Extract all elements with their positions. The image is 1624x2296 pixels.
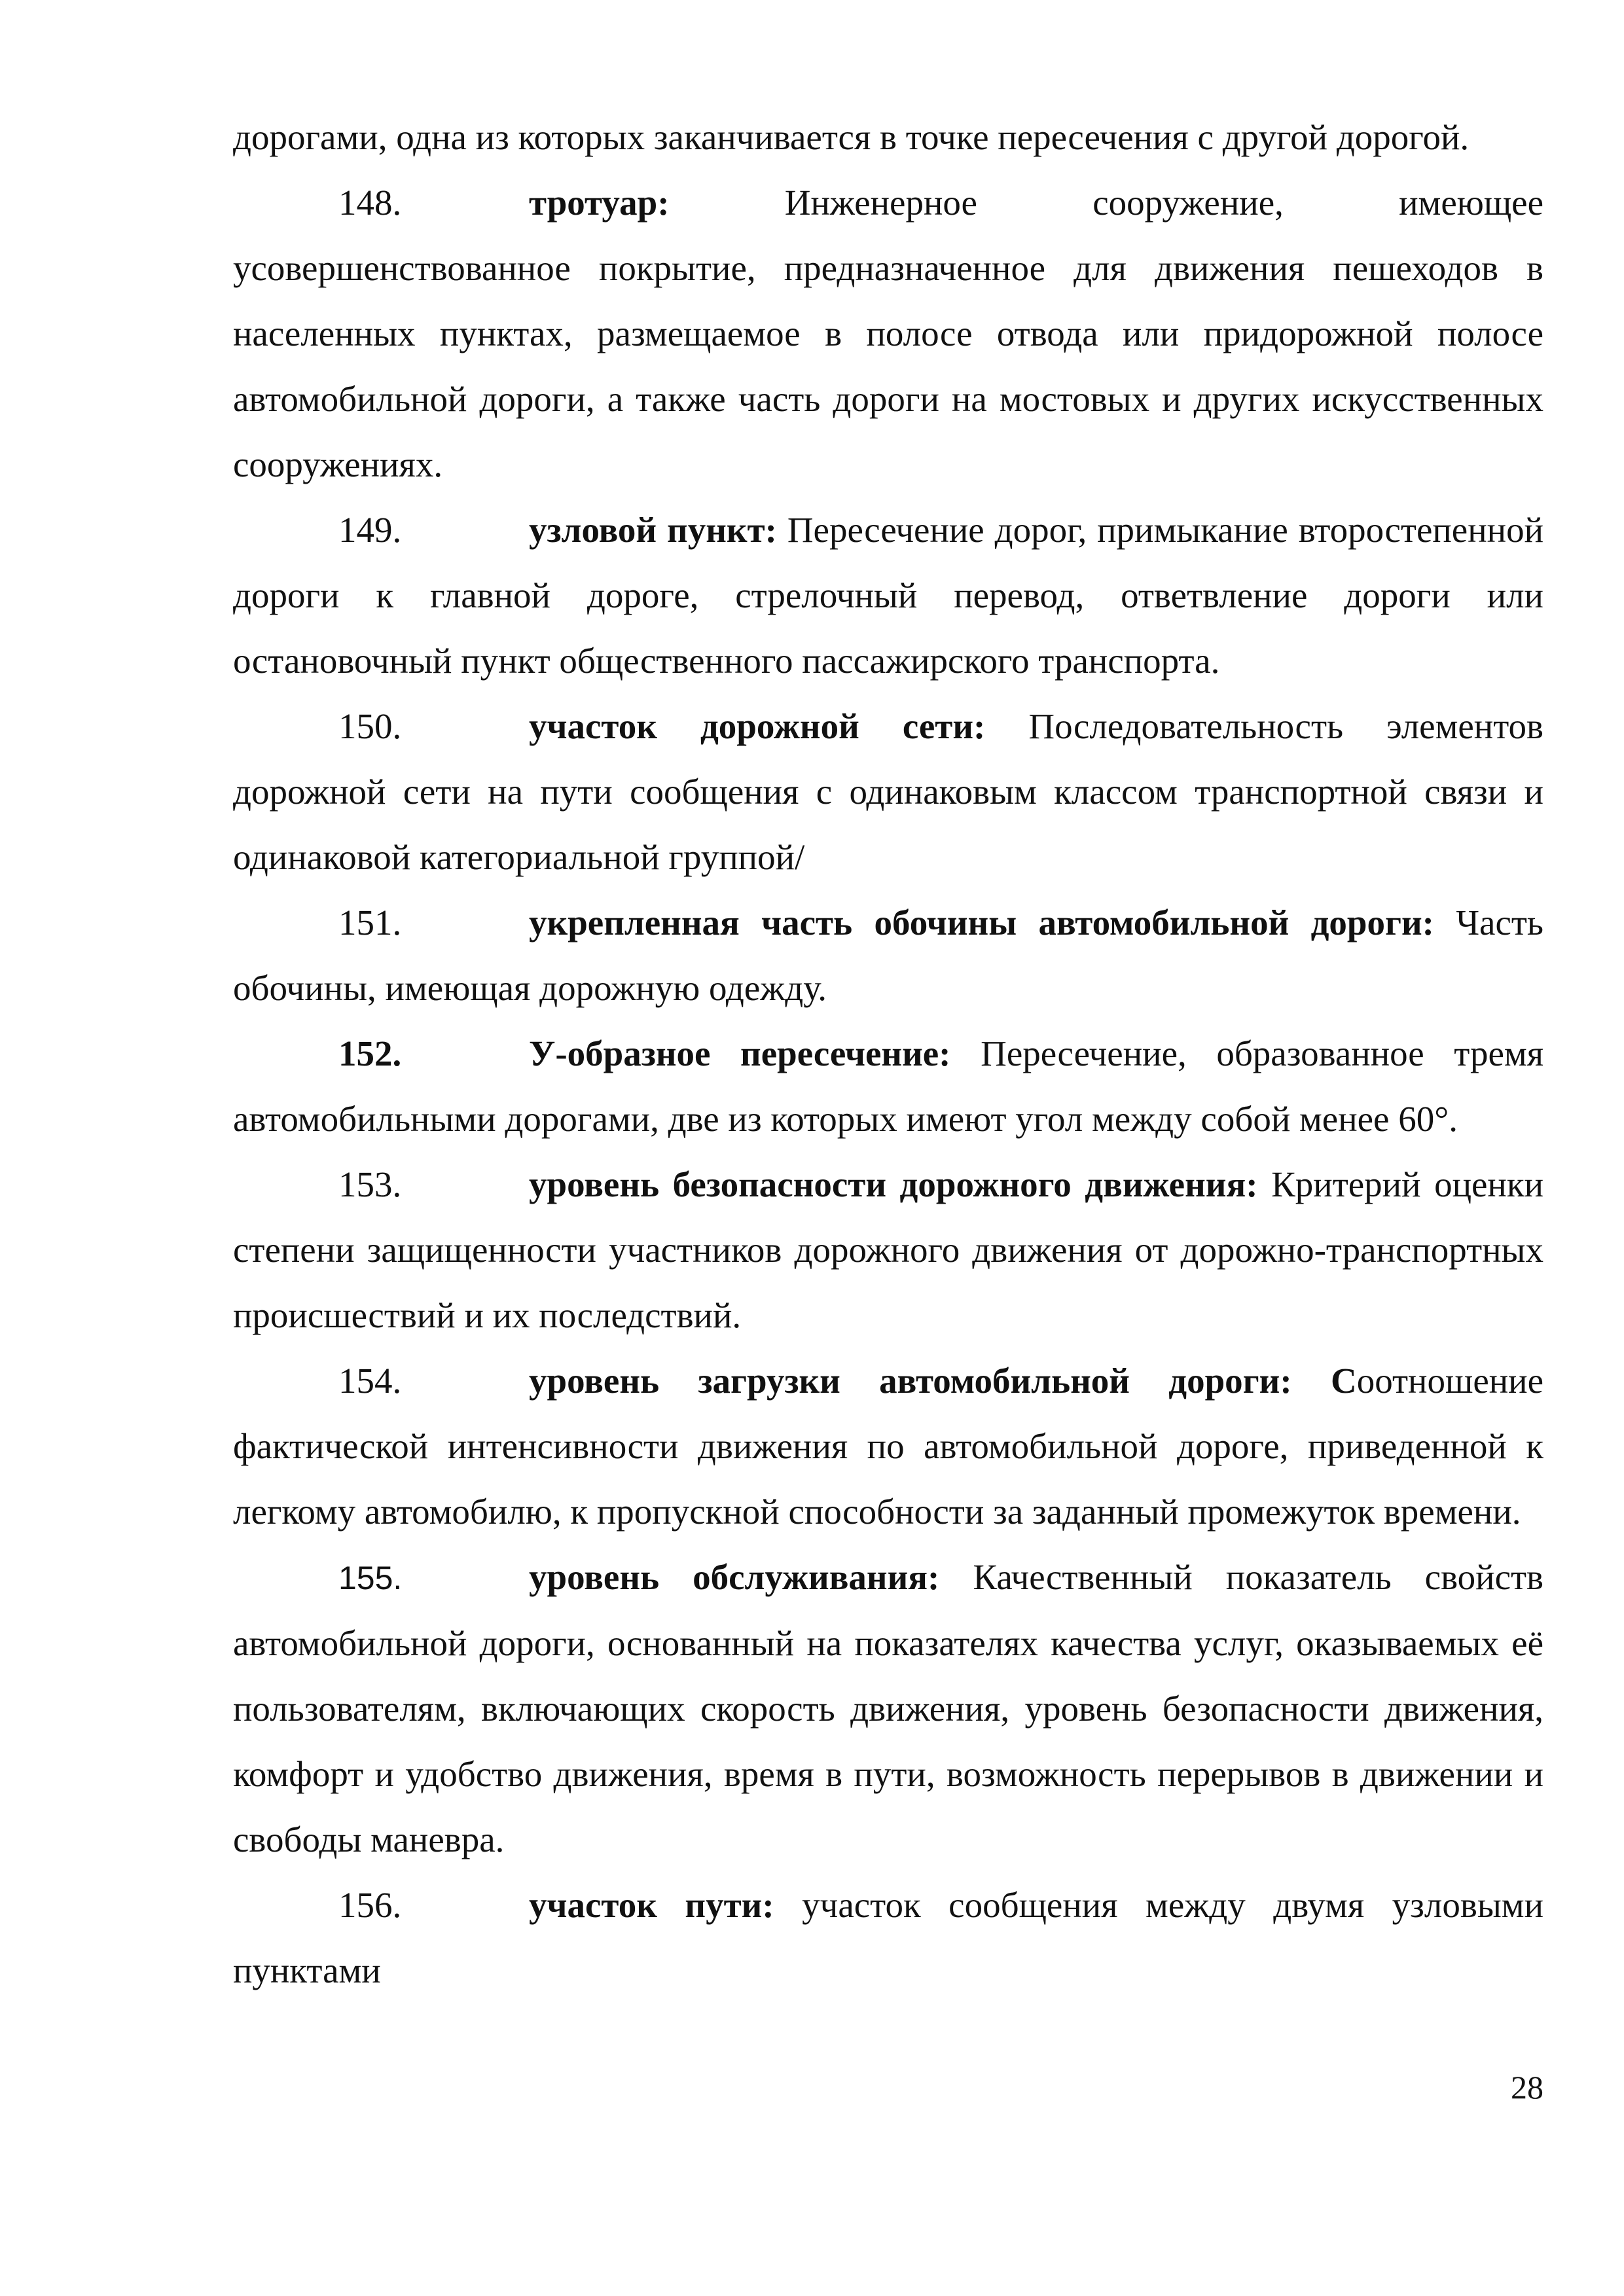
entry-term: участок пути:	[529, 1885, 774, 1925]
entry-155	[233, 1545, 1543, 1873]
entry-term: укрепленная часть обочины автомобильной дороги:	[529, 903, 1434, 942]
entry-term: узловой пункт:	[529, 510, 777, 550]
entry-149	[233, 497, 1543, 694]
entry-term: тротуар:	[529, 183, 670, 223]
entry-definition: Качественный показатель свойств автомобильной дороги, основанный на показателях качества услуг, оказываемых её пользователям, включающих скорость движения, уровень безопасности движения, комфорт и удобство движения, время в пути, возможность перерывов в движении и свободы маневра.	[233, 1557, 1544, 1859]
entry-term: уровень загрузки автомобильной дороги:	[529, 1361, 1292, 1401]
entry-153	[233, 1152, 1543, 1348]
document-body	[233, 105, 1543, 2003]
entry-number: 148.	[338, 183, 402, 223]
entry-number: 151.	[338, 903, 402, 942]
entry-definition: Инженерное сооружение, имеющее усовершенствованное покрытие, предназначенное для движения пешеходов в населенных пунктах, размещаемое в полосе отвода или придорожной полосе автомобильной дороги, а также часть дороги на мостовых и других искусственных сооружениях.	[233, 183, 1544, 484]
entry-number: 154.	[338, 1361, 402, 1401]
entry-number: 152.	[338, 1033, 402, 1073]
entry-151	[233, 890, 1543, 1021]
entry-152	[233, 1021, 1543, 1152]
entry-term: У-образное пересечение:	[529, 1033, 951, 1073]
entry-definition: Последовательность элементов дорожной сети на пути сообщения с одинаковым классом транспортной связи и одинаковой категориальной группой/	[233, 706, 1544, 877]
entry-number: 153.	[338, 1164, 402, 1204]
entry-number: 150.	[338, 706, 402, 746]
page-number: 28	[1511, 2069, 1543, 2106]
entry-148	[233, 170, 1543, 497]
entry-number: 156.	[338, 1885, 402, 1925]
entry-term: уровень безопасности дорожного движения:	[529, 1164, 1258, 1204]
entry-definition: Пересечение дорог, примыкание второстепенной дороги к главной дороге, стрелочный перевод, ответвление дороги или остановочный пункт общественного пассажирского транспорта.	[233, 510, 1544, 681]
entry-definition: оотношение фактической интенсивности движения по автомобильной дороге, приведенной к легкому автомобилю, к пропускной способности за заданный промежуток времени.	[233, 1361, 1544, 1532]
entry-number: 155.	[338, 1560, 403, 1596]
entry-definition: Пересечение, образованное тремя автомобильными дорогами, две из которых имеют угол между собой менее 60°.	[233, 1033, 1544, 1139]
entry-number: 149.	[338, 510, 402, 550]
entry-definition: участок сообщения между двумя узловыми пунктами	[233, 1885, 1544, 1990]
entry-definition: Критерий оценки степени защищенности участников дорожного движения от дорожно-транспортных происшествий и их последствий.	[233, 1164, 1543, 1335]
definition-initial-letter: С	[1330, 1361, 1357, 1401]
entry-156	[233, 1873, 1543, 2003]
entry-150	[233, 694, 1543, 890]
entry-term: участок дорожной сети:	[529, 706, 986, 746]
entry-term: уровень обслуживания:	[529, 1557, 940, 1597]
intro-paragraph: дорогами, одна из которых заканчивается в точке пересечения с другой дорогой.	[233, 117, 1470, 157]
entry-definition: Часть обочины, имеющая дорожную одежду.	[233, 903, 1543, 1008]
entry-154	[233, 1348, 1543, 1545]
